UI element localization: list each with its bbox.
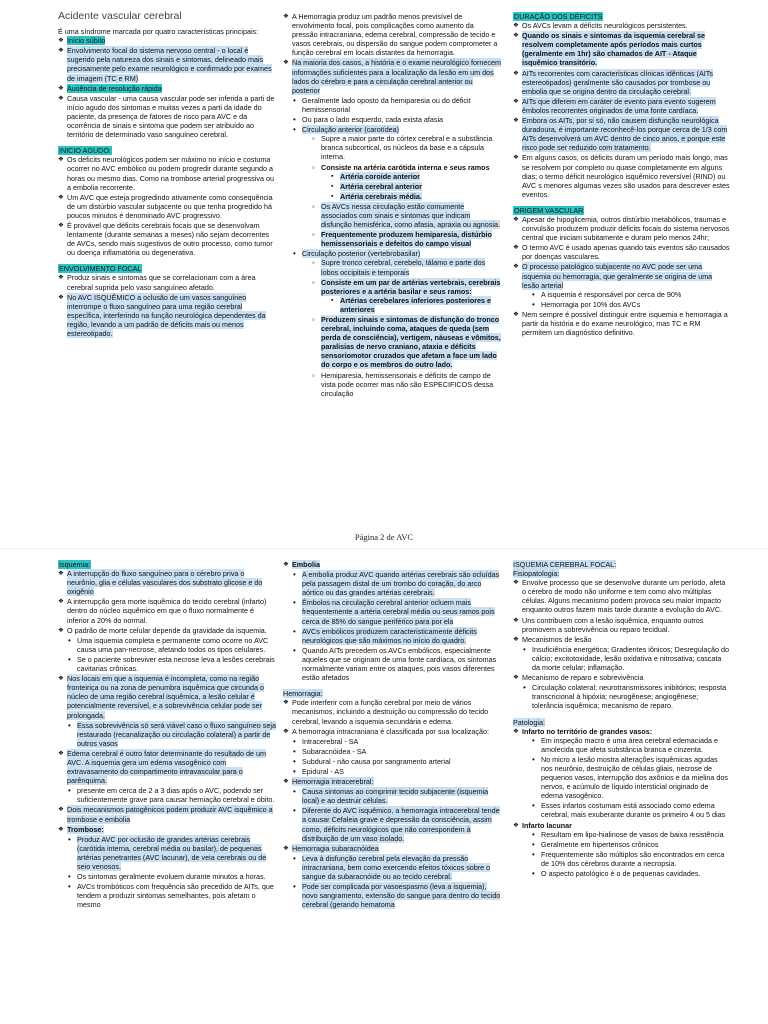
large-vessel-sublist — [532, 736, 731, 820]
list-item: ❖ Pode interferir com a função cerebral por meio de vários mecanismos, incluindo a destruição ou compressão do tecido cerebral, levando a isquemia secundária e edema. — [283, 698, 501, 725]
list-item: ❖ Hemorragia intracerebral: — [283, 777, 501, 786]
list-item: ❖ Trombose: — [58, 825, 276, 834]
edema-sublist — [68, 786, 276, 804]
list-item: • No micro a lesão mostra alterações isquêmicas agudas nos neurônio, destruição de células gliais, necrose de pequenos vasos, interrupção dos axônios e da mielina dos nervos, e acúmulo de líquido intersticial originado de edema vasogênico. — [532, 755, 731, 800]
subarachnoid-list — [293, 854, 501, 910]
embolism-heading-list — [283, 560, 501, 569]
list-item: • Os sintomas geralmente evoluem durante minutos a horas. — [68, 872, 276, 881]
subarachnoid-heading-list — [283, 844, 501, 853]
origin-sublist — [532, 290, 731, 309]
page-number: Página 2 de AVC — [354, 532, 414, 542]
list-item: • AVCs trombóticos com frequência são precedido de AITs, que tendem a produzir sintomas semelhantes, pois afetam o mesmo — [68, 882, 276, 909]
list-item: • Produz AVC por oclusão de grandes artérias cerebrais (carótida interna, cerebral média ou basilar), de pequenas artérias penetrantes (AVC lacunar), de veia cerebrais ou de seio venosos. — [68, 835, 276, 871]
list-item: ❖ Quando os sinais e sintomas da isquemia cerebral se resolvem completamente após períodos mais curtos (geralmente em 1hr) são chamados de AIT - Ataque isquêmico transitório. — [513, 31, 731, 67]
list-item: • Circulação anterior (carotídea) ◦ Supre a maior parte do córtex cerebral e a substância branca subcortical, os núcleos da base e a cápsula interna. ◦ Consiste na artéria carótida interna e seus ramos ▪ Artéria coroide anterior ▪ Artéria cerebral anterior ▪ Artéria cerebrais média. ◦ Os AVCs nessa circulação estão comumente associados com sinais e sintomas que indicam disfunção hemisférica, como afasia, apraxia ou agnosia. ◦ Frequentemente produzem hemiparesia, distúrbio hemissensoriais e defeitos do campo visual — [293, 125, 501, 248]
list-item: • Êmbolos na circulação cerebral anterior ocluem mais frequentemente a artéria cerebral média ou seus ramos pois cerca de 85% do sangue periférico para por ela — [293, 598, 501, 625]
list-item: ❖ Mecanismo de reparo e sobrevivência — [513, 673, 731, 682]
section-heading: ENVOLVIMENTO FOCAL — [59, 264, 142, 274]
list-item: • Geralmente em hipertensos crônicos — [532, 840, 731, 849]
list-item: ❖ Embora os AITs, por si só, não causem disfunção neurológica duradoura, é importante reconhecê-los porque cerca de 1/3 com AITs desenvolverá um AVC dentro de cinco anos, e porque este risco pode ser reduzido com tratamento. — [513, 116, 731, 152]
list-item: ◦ Supre tronco cerebral, cerebelo, tálamo e parte dos lobos occipitais e temporais — [312, 258, 501, 276]
list-item: ❖ Envolvimento focal do sistema nervoso central - o local é sugerido pela natureza dos sinais e sintomas, delineado mais precisamente pelo exame neurológico e confirmado por exames de imagem (TC e RM) — [58, 46, 276, 82]
list-item: ❖ Ausência de resolução rápida — [58, 84, 276, 93]
list-item: ❖ O padrão de morte celular depende da gravidade da isquemia. — [58, 626, 276, 635]
lacunar-sublist — [532, 830, 731, 878]
page2-column-1 — [58, 560, 276, 910]
list-item: ❖ O termo AVC é usado apenas quando tais eventos são causados por doenças vasculares. — [513, 243, 731, 261]
section-heading: DURAÇÃO DOS DÉFICITS — [514, 12, 603, 21]
list-item: • A embolia produz AVC quando artérias cerebrais são ocluídas pela passagem distal de um trombo do coração, do arco aórtico ou das grandes artérias cerebrais. — [293, 570, 501, 597]
onset-list — [58, 155, 276, 257]
section-heading: INICIO AGUDO: — [59, 146, 111, 156]
list-item: ❖ Embolia — [283, 560, 501, 569]
document-title: Acidente vascular cerebral — [58, 10, 182, 22]
penumbra-list — [58, 674, 276, 719]
list-item: ❖ A interrupção do fluxo sanguíneo para o cérebro priva o neurônio, glia e células vasculares dos substrato glicose e do oxigênio — [58, 569, 276, 596]
list-item: • Hemorragia por 10% dos AVCs — [532, 300, 731, 309]
list-item: ◦ Hemiparesia, hemissensoriais e déficits de campo de vista pode ocorrer mas não são ESPECIFICOS dessa circulação — [312, 371, 501, 398]
survival-sublist — [68, 721, 276, 748]
pathology-list — [513, 727, 731, 879]
list-item: • Circulação posterior (vertebrobasilar) ◦ Supre tronco cerebral, cerebelo, tálamo e parte dos lobos occipitais e temporais ◦ Consiste em um par de artérias vertebrais, cerebrais posteriores e a artéria basilar e seus ramos: ▪ Artérias cerebelares inferiores posteriores e anteriores ◦ Produzem sinais e sintomas de disfunção do tronco cerebral, incluindo coma, ataques de queda (sem perda de consciência), vertigem, náuseas e vômitos, paralisias de nervo craniano, ataxia e déficits sensoriomotor cruzados que afetam a face um lado do corpo e os membros do outro lado. ◦ Hemiparesia, hemissensoriais e déficits de campo de vista pode ocorrer mas não são ESPECIFICOS dessa circulação — [293, 249, 501, 398]
list-item: ❖ Apesar de hipoglicemia, outros distúrbio metabólicos, traumas e convulsão produzem produzir déficits focais do sistema nervosos central que iniciam subitamente e duram pelo menos 24hr; — [513, 215, 731, 242]
anterior-list — [312, 134, 501, 248]
list-item: • Geralmente lado oposto da hemiparesia ou do déficit hemissensorial — [293, 96, 501, 114]
list-item: • Ou para o lado esquerdo, cada exista afasia — [293, 115, 501, 124]
injury-sublist — [523, 645, 731, 672]
list-item: • Uma isquemia completa e permanente como ocorre no AVC causa uma pan-necrose, afetando todos os tipos celulares. — [68, 636, 276, 654]
thrombosis-sublist — [68, 835, 276, 910]
list-item: ▪ Artéria coroide anterior — [331, 172, 501, 181]
section-heading: Hemorragia: — [283, 689, 323, 699]
list-item: • Subdural - não causa por sangramento arterial — [293, 757, 501, 766]
list-item: • Essa sobrevivência só será viável caso o fluxo sanguíneo seja restaurado (recanalização ou circulação colateral) a partir de outros vasos — [68, 721, 276, 748]
list-item: ❖ A hemorragia intracraniana é classificada por sua localização: — [283, 727, 501, 736]
list-item: ▪ Artéria cerebral anterior — [331, 182, 501, 191]
intro-text: É uma síndrome marcada por quatro características principais: — [58, 27, 259, 37]
pathophysiology-list — [513, 578, 731, 644]
characteristics-list — [58, 36, 276, 139]
list-item: • Se o paciente sobreviver esta necrose leva a lesões cerebrais cavitarias crônicas. — [68, 655, 276, 673]
carotid-branches — [331, 172, 501, 201]
list-item: ◦ Consiste na artéria carótida interna e seus ramos ▪ Artéria coroide anterior ▪ Artéria cerebral anterior ▪ Artéria cerebrais média. — [312, 163, 501, 201]
section-heading: ORIGEM VASCULAR — [514, 205, 584, 215]
list-item: ❖ Nos locais em que a isquemia é incompleta, como na região fronteiriça ou na zona de penumbra isquêmica que circunda o núcleo de uma região cerebral isquêmica, a lesão celular é potencialmente reversível, e a sobrevivência celular pode ser prolongada. — [58, 674, 276, 719]
list-item: • O aspecto patológico é o de pequenas cavidades. — [532, 869, 731, 878]
focal-continued-list — [283, 12, 501, 95]
list-item: • Circulação colateral; neurotransmissores inibitórios; resposta transcricional à hipóxia; neurogênese; angiogênese; tolerância isquêmica; mecanismo de reparo. — [523, 683, 731, 710]
list-item: ❖ Dois mecanismos patogênicos podem produzir AVC isquêmico a trombose e embolia — [58, 805, 276, 823]
repair-list — [513, 673, 731, 682]
list-item: ❖ Início súbito — [58, 36, 276, 45]
page1-column-1 — [58, 12, 276, 339]
list-item: ❖ Causa vascular - uma causa vascular pode ser inferida a parti de início agudo dos sintomas e muitas vezes a parti da idade do paciente, da presença de fatores de risco para AVC e da ocorrência de sinais e sintoma que podem ser atribuído ao território de determinado vaso sanguíneo cerebral. — [58, 94, 276, 139]
list-item: ❖ Infarto lacunar • Resultam em lipo-hialinose de vasos de baixa resistência • Geralmente em hipertensos crônicos • Frequentemente são múltiplos são encontrados em cerca de 10% dos cérebros durante a necropsia. • O aspecto patológico é o de pequenas cavidades. — [513, 821, 731, 879]
hemorrhage-list — [283, 698, 501, 735]
list-item: ❖ AITs que diferem em caráter de evento para evento sugerem êmbolos recorrentes originados de uma fonte cardíaca. — [513, 97, 731, 115]
intracerebral-heading-list — [283, 777, 501, 786]
sub-heading: Patologia: — [513, 717, 545, 727]
list-item: • Causa sintomas ao comprimir tecido subjacente (isquemia local) e ao destruir células. — [293, 787, 501, 805]
list-item: ❖ AITs recorrentes com características clínicas idênticas (AITs estereotipados) geralmente são causados por trombose ou embolia que se origina dentro da circulação cerebral. — [513, 69, 731, 96]
list-item: ❖ Nem sempre é possível distinguir entre isquemia e hemorragia a partir da história e do exame neurológico, mas TC e RM permitem um diagnóstico definitivo. — [513, 310, 731, 337]
list-item: ▪ Artérias cerebelares inferiores posteriores e anteriores — [331, 296, 501, 314]
mechanisms-list — [58, 805, 276, 833]
list-item: ▪ Artéria cerebrais média. — [331, 192, 501, 201]
page2-column-2 — [283, 560, 501, 910]
list-item: ❖ Infarto no território de grandes vasos: • Em inspeção macro é uma área cerebral edemaciada e amolecida que afeta substância branca e cinzenta. • No micro a lesão mostra alterações isquêmicas agudas nos neurônio, destruição de células gliais, necrose de pequenos vasos, interrupção dos axônios e da mielina dos nervos, e acúmulo de líquido intersticial originado de edema vasogênico. • Esses infartos costumam está associado como edema cerebral, mais exuberante durante os primeiro 4 ou 5 dias — [513, 727, 731, 820]
page1-column-3 — [513, 12, 731, 338]
section-heading: ISQUEMIA CEREBRAL FOCAL: — [513, 560, 617, 569]
list-item: • Intracerebral - SA — [293, 737, 501, 746]
list-item: ◦ Produzem sinais e sintomas de disfunção do tronco cerebral, incluindo coma, ataques de queda (sem perda de consciência), vertigem, náuseas e vômitos, paralisias de nervo craniano, ataxia e déficits sensoriomotor cruzados que afetam a face um lado do corpo e os membros do outro lado. — [312, 315, 501, 370]
list-item: • A isquemia é responsável por cerca de 90% — [532, 290, 731, 299]
list-item: ❖ Uns contribuem com a lesão isquêmica, enquanto outros promovem a sobrevivência ou reparo tecidual. — [513, 616, 731, 634]
list-item: • Subaracnóidea - SA — [293, 747, 501, 756]
list-item: ❖ É provável que déficits cerebrais focais que se desenvolvam lentamente (durante semanas a meses) não sejam decorrentes de AVCs, sendo mais sugestivos de outro processo, como tumor ou doença inflamatória ou degenerativa. — [58, 221, 276, 257]
list-item: • Insuficiência energética; Gradientes iônicos; Desregulação do cálcio; excitotoxidade, lesão oxidativa e nitrosativa; cascata da morte celular; inflamação. — [523, 645, 731, 672]
list-item: ❖ Envolve processo que se desenvolve durante um período, afeta o cérebro de modo não uniforme e tem como alvo múltiplas células. Alguns mecanismo podem provoca seu maior impacto enquanto outros fazem mais tarde durante a evolução do AVC. — [513, 578, 731, 614]
list-item: ❖ Em alguns casos, os déficits duram um período mais longo, mas se resolvem por completo ou quase completamente em alguns dias; o termo déficit neurológico isquêmico reversível (RIND) ou AVC s menores algumas vezes são usados para descrever estes eventos. — [513, 153, 731, 198]
list-item: • Em inspeção macro é uma área cerebral edemaciada e amolecida que afeta substância branca e cinzenta. — [532, 736, 731, 754]
list-item: • Quando AITs precedem os AVCs embólicos, especialmente aqueles que se originam de uma fonte cardíaca, os sintomas normalmente variam entre os ataques, pois vasos diferentes estão afetados — [293, 646, 501, 682]
focal-list — [58, 273, 276, 338]
list-item: ❖ A Hemorragia produz um padrão menos previsível de envolvimento focal, pois complicações como aumento da pressão intracraniana, edema cerebral, compressão de tecido e vasos cerebrais, ou dispersão do sangue podem comprometer a função cerebral em locais distantes da hemorragia. — [283, 12, 501, 57]
list-item: ❖ Mecanismos de lesão — [513, 635, 731, 644]
list-item: ❖ Um AVC que esteja progredindo ativamente como consequência de um distúrbio vascular subjacente ou que tenha progredido há poucos minutos é denominado AVC progressivo. — [58, 193, 276, 220]
ischemia-list — [58, 569, 276, 635]
list-item: ❖ No AVC ISQUÊMICO a oclusão de um vasos sanguíneo interrompe o fluxo sanguíneo para uma região cerebral específica, interferindo na função neurológica dependentes da região, levando a um padrão de déficits mais ou menos estereotipado. — [58, 293, 276, 338]
list-item: ❖ Edema cerebral é outro fator determinante do resultado de um AVC. A isquemia gera um edema vasogênico com extravasamento do compartimento intravascular para o parênquima. — [58, 749, 276, 785]
repair-sublist — [523, 683, 731, 710]
page2-column-3 — [513, 560, 731, 879]
page-2 — [0, 554, 768, 1024]
posterior-list — [312, 258, 501, 397]
hemorrhage-types — [293, 737, 501, 776]
list-item: ❖ Os déficits neurológicos podem ser máximo no início e costuma ocorrer no AVC embólico ou podem progredir durante segundo a horas ou mesmo dias. Como na trombose arterial progressiva ou a embolia recorrente. — [58, 155, 276, 191]
list-item: ◦ Frequentemente produzem hemiparesia, distúrbio hemissensoriais e defeitos do campo visual — [312, 230, 501, 248]
list-item: • Frequentemente são múltiplos são encontrados em cerca de 10% dos cérebros durante a necropsia. — [532, 850, 731, 868]
list-item: • Leva à disfunção cerebral pela elevação da pressão intracraniana, bem como exercendo efeitos tóxicos sobre o sangue da subaracnóide ou ao tecido cerebral. — [293, 854, 501, 881]
list-item: • AVCs embólicos produzem caracteristicamente déficits neurológicos que são máximos no início do quadro. — [293, 627, 501, 645]
list-item: ❖ Hemorragia subaracnóidea — [283, 844, 501, 853]
embolism-list — [293, 570, 501, 682]
intracerebral-list — [293, 787, 501, 843]
list-item: ❖ O processo patológico subjacente no AVC pode ser uma isquemia ou hemorragia, que geralmente se origina de uma lesão arterial • A isquemia é responsável por cerca de 90% • Hemorragia por 10% dos AVCs — [513, 262, 731, 308]
list-item: • Esses infartos costumam está associado como edema cerebral, mais exuberante durante os primeiro 4 ou 5 dias — [532, 801, 731, 819]
list-item: ◦ Consiste em um par de artérias vertebrais, cerebrais posteriores e a artéria basilar e seus ramos: ▪ Artérias cerebelares inferiores posteriores e anteriores — [312, 278, 501, 314]
list-item: • Epidural - AS — [293, 767, 501, 776]
list-item: ❖ A interrupção gera morte isquêmica do tecido cerebral (infarto) dentro do núcleo isquêmico em que o fluxo normalmente é inferior a 20% do normal. — [58, 597, 276, 624]
list-item: ◦ Supre a maior parte do córtex cerebral e a substância branca subcortical, os núcleos da base e a cápsula interna. — [312, 134, 501, 161]
section-heading: Isquemia: — [59, 560, 91, 569]
edema-list — [58, 749, 276, 785]
duration-list — [513, 21, 731, 199]
origin-list — [513, 215, 731, 337]
sub-heading: Fisiopatologia: — [513, 569, 560, 579]
list-item: • Resultam em lipo-hialinose de vasos de baixa resistência — [532, 830, 731, 839]
page-separator — [0, 548, 768, 549]
cell-death-sublist — [68, 636, 276, 673]
localization-sublist — [293, 96, 501, 398]
list-item: • presente em cerca de 2 a 3 dias após o AVC, podendo ser suficientemente grave para causar herniação cerebral e óbito. — [68, 786, 276, 804]
list-item: ❖ Os AVCs levam a déficits neurológicos persistentes. — [513, 21, 731, 30]
posterior-branches — [331, 296, 501, 314]
list-item: ◦ Os AVCs nessa circulação estão comumente associados com sinais e sintomas que indicam disfunção hemisférica, como afasia, apraxia ou agnosia. — [312, 202, 501, 229]
list-item: • Pode ser complicada por vasoespasmo (leva a isquemia), novo sangramento, extensão do sangue para dentro do tecido cerebral (gerando hematoma — [293, 882, 501, 909]
list-item: ❖ Na maioria dos casos, a história e o exame neurológico fornecem informações suficientes para a localização da lesão em um dos lados do cérebro e para a circulação cerebral anterior ou posterior — [283, 58, 501, 94]
list-item: • Diferente do AVC isquêmico, a hemorragia intracerebral tende a causar Cefaleia grave e depressão da consciência, assim como, déficits neurológicos que não correspondem à distribuição de um vaso isolado. — [293, 806, 501, 842]
list-item: ❖ Produz sinais e sintomas que se correlacionam com a área cerebral suprida pelo vaso sanguíneo afetado. — [58, 273, 276, 291]
page1-column-2 — [283, 12, 501, 399]
